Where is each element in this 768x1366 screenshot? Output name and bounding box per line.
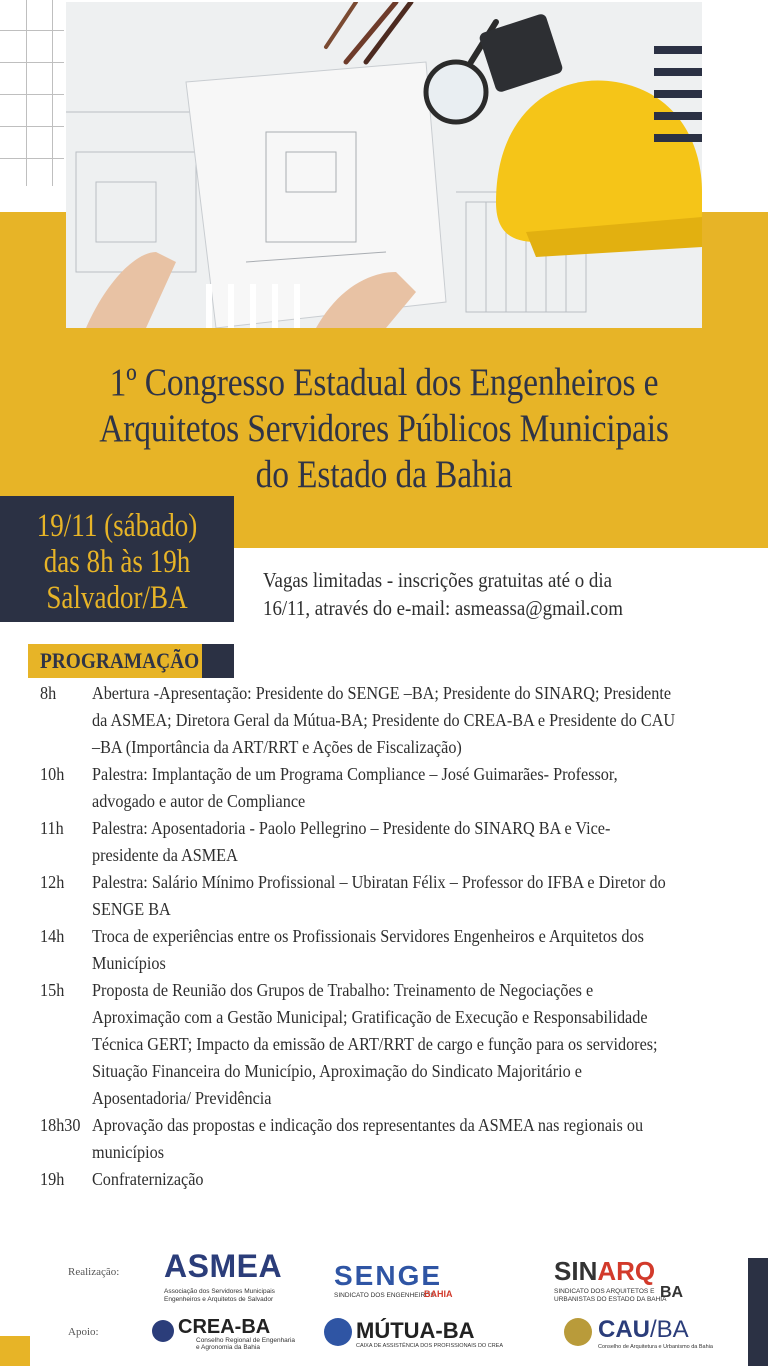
hero-stripes — [654, 46, 702, 156]
schedule-text: Palestra: Salário Mínimo Profissional – Ubiratan Félix – Professor do IFBA e Diretor do — [92, 872, 666, 892]
title-line-1: 1º Congresso Estadual dos Engenheiros e — [109, 361, 659, 404]
asmea-logo-name: ASMEA — [164, 1248, 283, 1284]
schedule-text: Aprovação das propostas e indicação dos representantes da ASMEA nas regionais ou — [92, 1115, 644, 1135]
sinarq-name-a: SIN — [554, 1256, 598, 1286]
time-line: das 8h às 19h — [43, 544, 191, 580]
schedule-text: municípios — [92, 1142, 164, 1162]
schedule-time: 15h — [40, 980, 65, 1000]
schedule-text: Confraternização — [92, 1169, 204, 1189]
schedule-time: 19h — [40, 1169, 65, 1189]
schedule-time: 14h — [40, 926, 65, 946]
senge-logo-sub: SINDICATO DOS ENGENHEIROS — [334, 1292, 435, 1299]
schedule-text: Municípios — [92, 953, 166, 973]
apoio-label: Apoio: — [68, 1326, 99, 1338]
schedule-description — [92, 869, 713, 923]
mutua-logo-name: MÚTUA-BA — [356, 1318, 475, 1343]
crea-emblem-icon — [152, 1320, 174, 1342]
schedule-time: 8h — [40, 683, 57, 703]
crea-logo-name: CREA-BA — [178, 1316, 271, 1338]
programacao-title: PROGRAMAÇÃO — [40, 648, 200, 673]
schedule-time: 18h30 — [40, 1115, 81, 1135]
sinarq-logo-sub: SINDICATO DOS ARQUITETOS E — [554, 1288, 655, 1295]
cau-name-a: CAU — [598, 1316, 650, 1343]
schedule-text: –BA (Importância da ART/RRT e Ações de Fiscalização) — [92, 737, 462, 757]
title-line-3: do Estado da Bahia — [255, 453, 513, 496]
realizacao-label: Realização: — [68, 1266, 120, 1278]
schedule-text: Aposentadoria/ Previdência — [92, 1088, 272, 1108]
registration-line-1: Vagas limitadas - inscrições gratuitas até o dia — [263, 568, 613, 592]
schedule-description — [92, 1112, 713, 1166]
schedule-time: 12h — [40, 872, 65, 892]
schedule-text: Técnica GERT; Impacto da emissão de ART/RRT de cargo e função para os servidores; — [92, 1034, 658, 1054]
cau-emblem-icon — [564, 1318, 592, 1346]
cau-logo-sub: Conselho de Arquitetura e Urbanismo da Bahia — [598, 1344, 713, 1350]
registration-line-2: 16/11, através do e-mail: asmeassa@gmail.com — [263, 596, 623, 620]
asmea-logo-sub: Associação dos Servidores Municipais — [164, 1288, 275, 1295]
event-title — [54, 360, 714, 498]
schedule-text: Aproximação com a Gestão Municipal; Gratificação de Execução e Responsabilidade — [92, 1007, 648, 1027]
registration-info — [263, 566, 695, 622]
senge-logo-name: SENGE — [334, 1260, 443, 1291]
sinarq-logo-name — [554, 1256, 655, 1287]
schedule-time: 11h — [40, 818, 64, 838]
schedule-description — [92, 977, 713, 1112]
schedule-text: SENGE BA — [92, 899, 171, 919]
schedule-text: Troca de experiências entre os Profissionais Servidores Engenheiros e Arquitetos dos — [92, 926, 644, 946]
sinarq-name-b: ARQ — [597, 1256, 656, 1286]
corner-navy-accent — [748, 1258, 768, 1366]
schedule-description — [92, 680, 713, 761]
mutua-emblem-icon — [324, 1318, 352, 1346]
schedule-text: advogado e autor de Compliance — [92, 791, 306, 811]
schedule-text: Palestra: Aposentadoria - Paolo Pellegrino – Presidente do SINARQ BA e Vice- — [92, 818, 611, 838]
schedule-text: presidente da ASMEA — [92, 845, 238, 865]
blueprint-illustration — [66, 2, 702, 328]
programacao-header-accent — [202, 644, 234, 678]
schedule-time: 10h — [40, 764, 65, 784]
cau-logo-name — [598, 1316, 689, 1344]
decorative-grid — [0, 0, 64, 186]
crea-logo-sub: e Agronomia da Bahia — [196, 1344, 260, 1351]
schedule-text: Abertura -Apresentação: Presidente do SENGE –BA; Presidente do SINARQ; Presidente — [92, 683, 672, 703]
crea-logo-sub: Conselho Regional de Engenharia — [196, 1337, 296, 1344]
asmea-logo-sub: Engenheiros e Arquitetos de Salvador — [164, 1296, 274, 1303]
schedule-text: Situação Financeira do Município, Aproximação do Sindicato Majoritário e — [92, 1061, 582, 1081]
sinarq-logo-sub: URBANISTAS DO ESTADO DA BAHIA — [554, 1296, 667, 1303]
date-line: 19/11 (sábado) — [36, 508, 198, 544]
schedule-description — [92, 923, 713, 977]
corner-yellow-accent — [0, 1336, 30, 1366]
mutua-logo-sub: CAIXA DE ASSISTÊNCIA DOS PROFISSIONAIS DO CREA — [356, 1343, 504, 1349]
schedule-text: Proposta de Reunião dos Grupos de Trabalho: Treinamento de Negociações e — [92, 980, 594, 1000]
date-box — [0, 496, 234, 622]
schedule-text: Palestra: Implantação de um Programa Compliance – José Guimarães- Professor, — [92, 764, 618, 784]
hero-image — [66, 2, 702, 328]
cau-name-b: /BA — [650, 1316, 689, 1343]
title-line-2: Arquitetos Servidores Públicos Municipais — [99, 407, 669, 450]
location-line: Salvador/BA — [46, 580, 188, 616]
schedule-description — [92, 761, 713, 815]
schedule-description — [92, 815, 713, 869]
senge-logo-state: BAHIA — [424, 1289, 453, 1299]
schedule-description — [92, 1166, 713, 1193]
sinarq-logo-state: BA — [660, 1284, 684, 1301]
schedule-text: da ASMEA; Diretora Geral da Mútua-BA; Presidente do CREA-BA e Presidente do CAU — [92, 710, 676, 730]
